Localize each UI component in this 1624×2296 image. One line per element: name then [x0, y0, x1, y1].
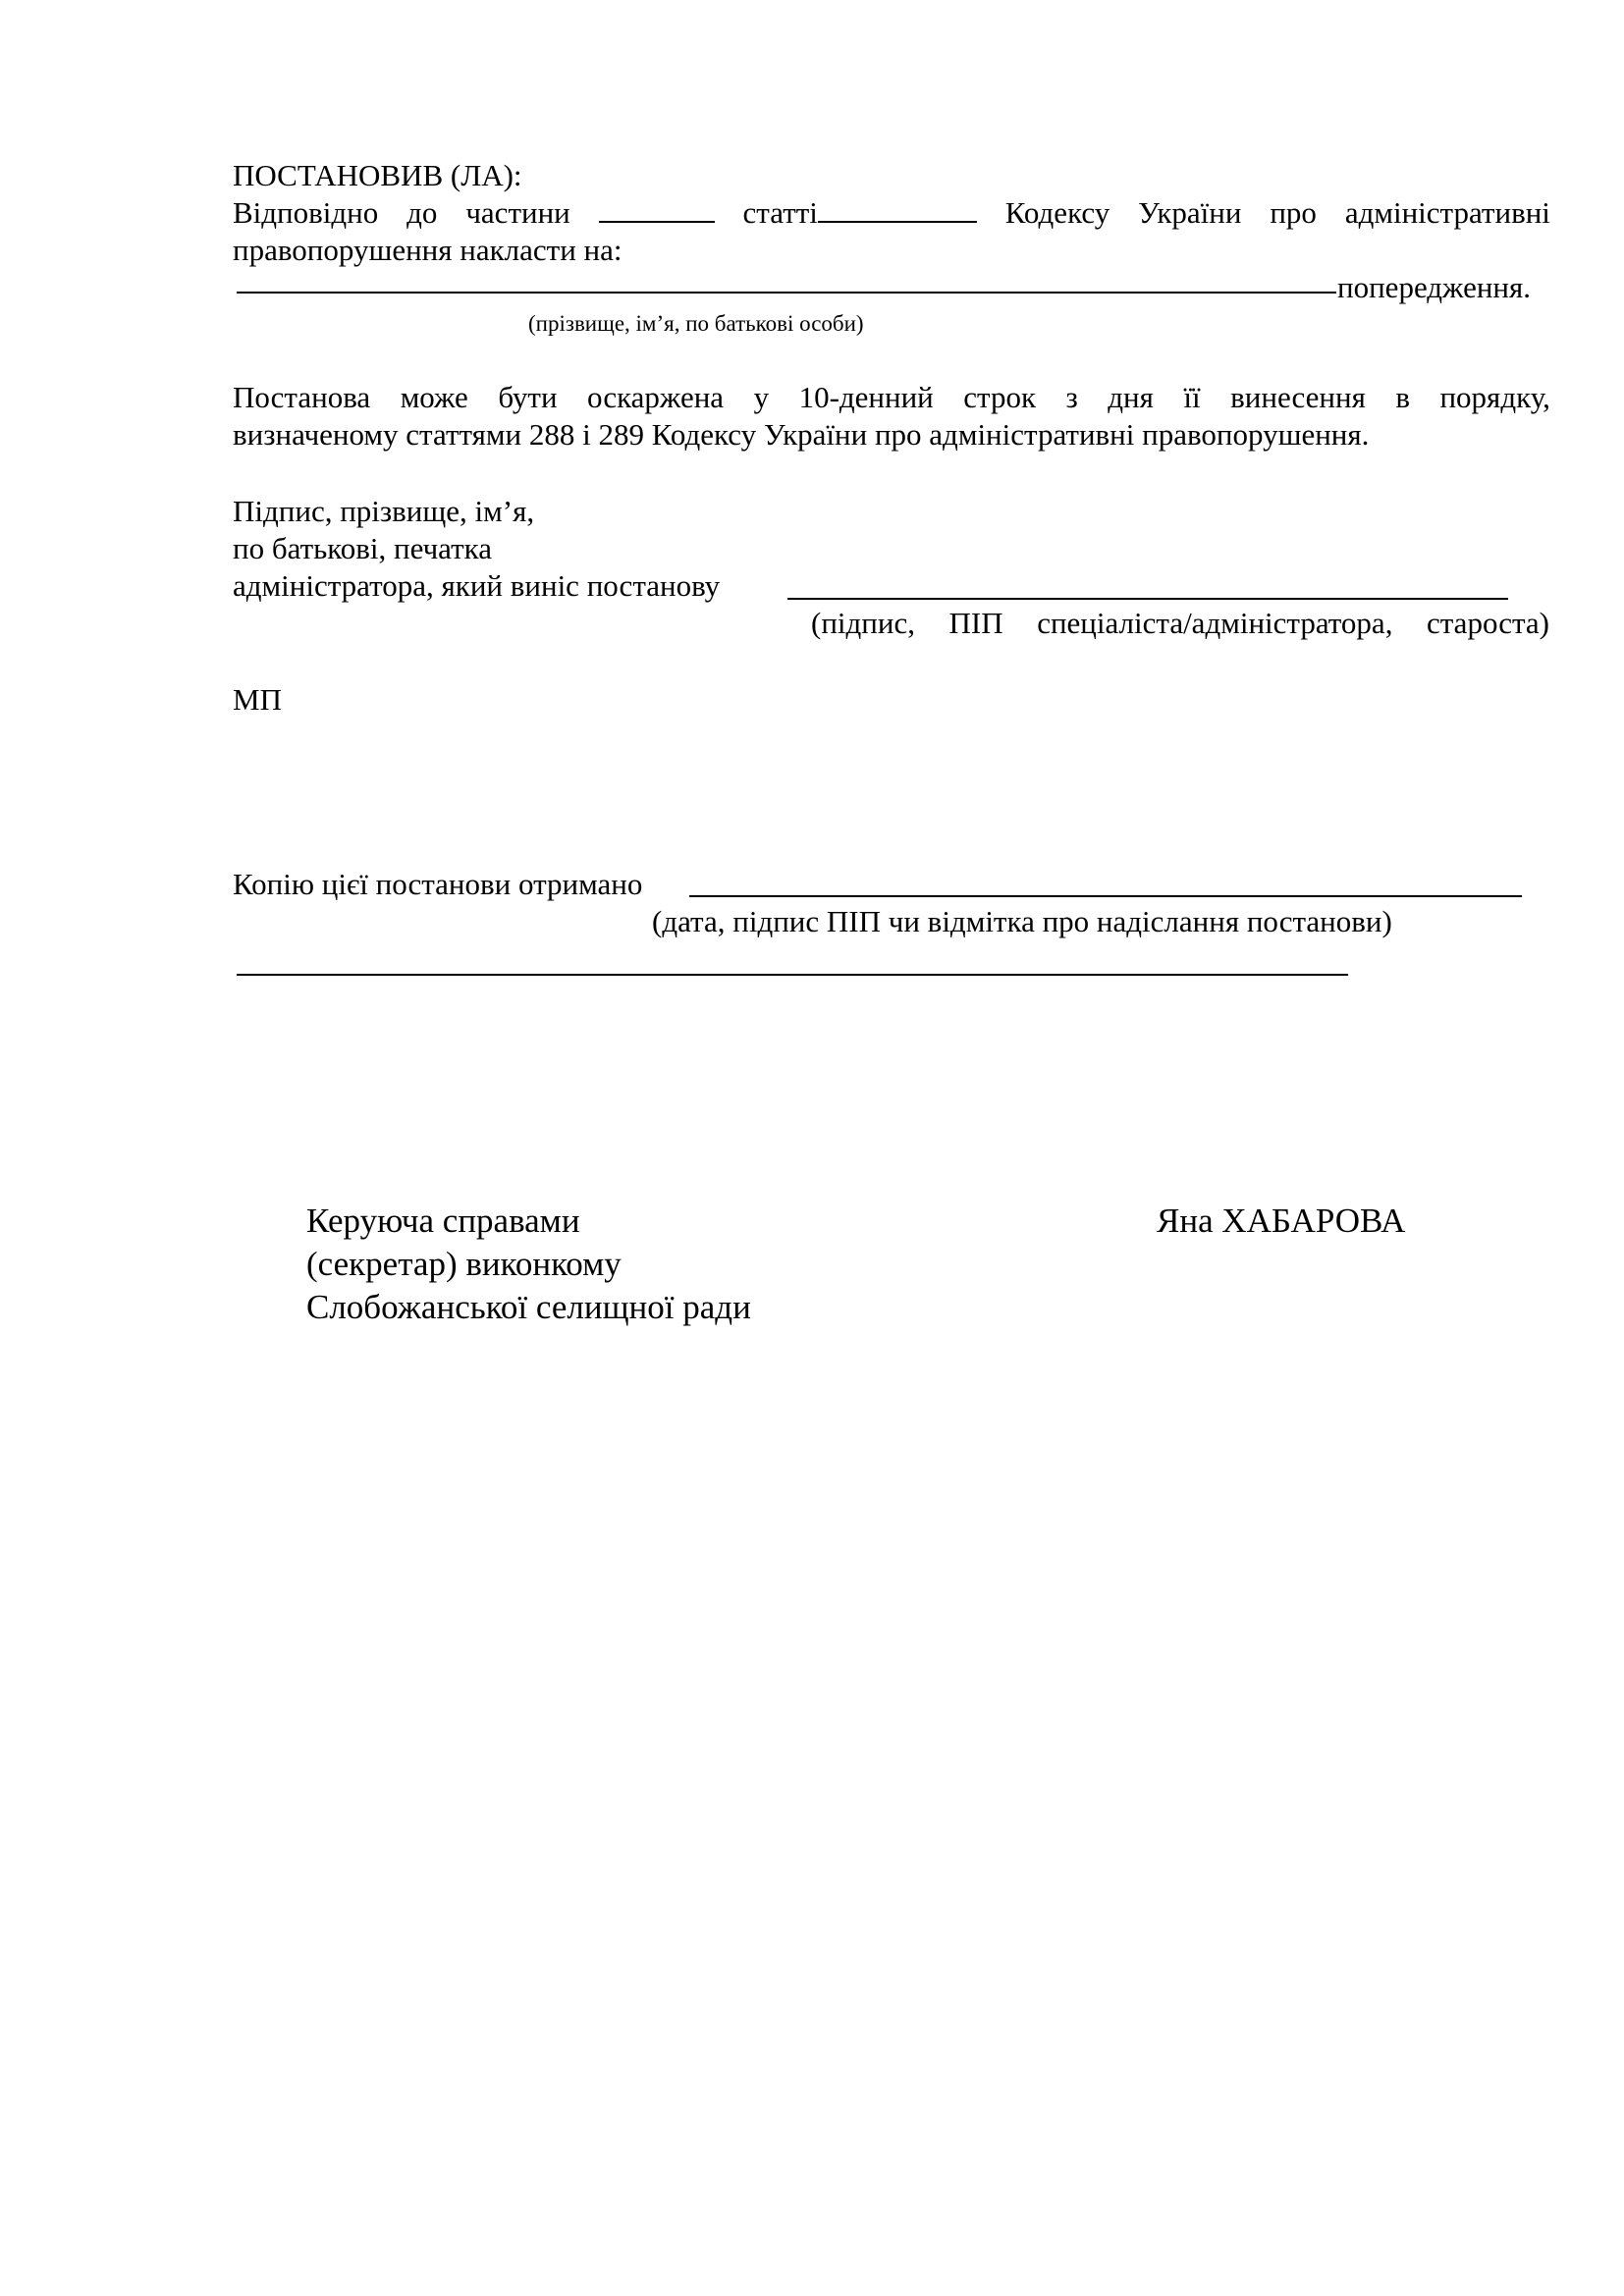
footer-position-line-1: Керуюча справами — [306, 1201, 580, 1240]
word: Відповідно — [233, 195, 379, 230]
copy-received-label: Копію цієї постанови отримано — [233, 867, 643, 901]
word: адміністративні — [1344, 195, 1550, 230]
administrator-signature-blank — [787, 598, 1508, 600]
footer-signer-name: Яна ХАБАРОВА — [1157, 1201, 1406, 1240]
footer-position-line-3: Слобожанської селищної ради — [306, 1288, 751, 1326]
signature-label-line-1: Підпис, прізвище, ім’я, — [233, 494, 535, 528]
extra-blank-line — [237, 974, 1348, 976]
word: частини — [465, 195, 570, 230]
part-blank — [599, 197, 715, 223]
signature-hint: (підпис, ПІП спеціаліста/адміністратора, староста) — [811, 606, 1549, 640]
word: України — [1138, 195, 1242, 230]
stamp-place: МП — [233, 682, 282, 717]
article-with-blank: статті — [743, 194, 977, 232]
article-blank — [818, 197, 977, 223]
appeal-line-2: визначеному статтями 288 і 289 Кодексу України про адміністративні правопорушення. — [233, 417, 1370, 452]
decision-heading: ПОСТАНОВИВ (ЛА): — [233, 158, 522, 192]
penalty-text: попередження. — [1337, 270, 1532, 304]
signature-label-line-3: адміністратора, який виніс постанову — [233, 568, 721, 603]
offender-name-blank — [237, 292, 1336, 294]
decision-line-2: правопорушення накласти на: — [233, 233, 623, 267]
copy-received-hint: (дата, підпис ПІП чи відмітка про надіслання постанови) — [652, 904, 1392, 938]
footer-position-line-2: (секретар) виконкому — [306, 1245, 622, 1283]
word: до — [406, 195, 438, 230]
copy-received-blank — [689, 895, 1522, 897]
decision-line-1 — [233, 194, 1550, 232]
word: Кодексу — [1004, 195, 1110, 230]
offender-name-hint: (прізвище, ім’я, по батькові особи) — [528, 311, 864, 336]
signature-label-line-2: по батькові, печатка — [233, 531, 493, 565]
word: про — [1270, 195, 1317, 230]
appeal-line-1: Постанова може бути оскаржена у 10-денний строк з дня її винесення в порядку, — [233, 380, 1550, 414]
